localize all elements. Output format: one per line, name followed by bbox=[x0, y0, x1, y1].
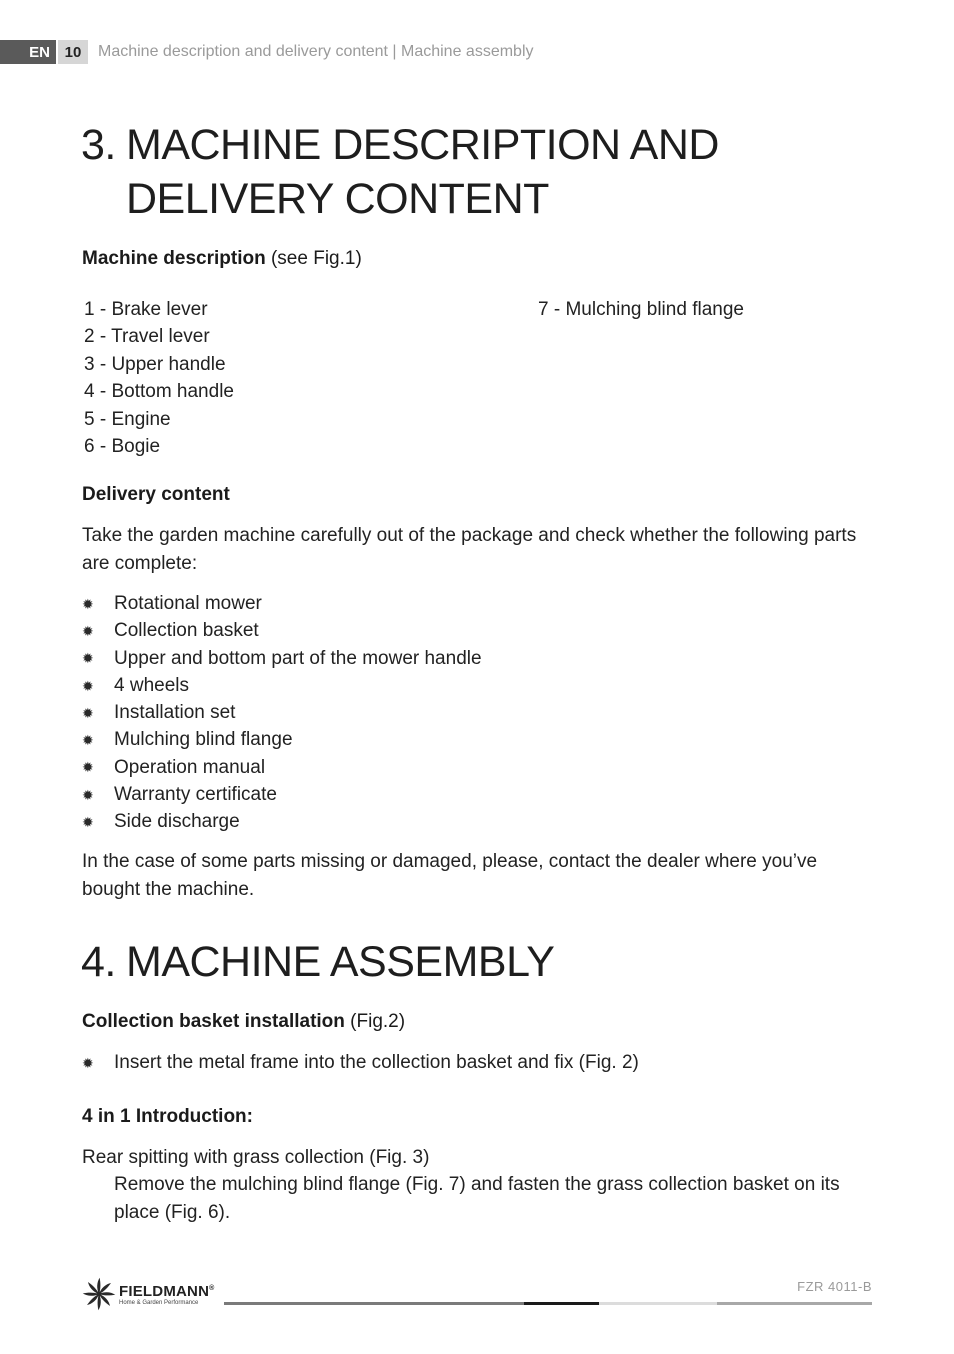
part-item: 4 - Bottom handle bbox=[84, 381, 234, 403]
fieldmann-swirl-logo-icon bbox=[82, 1277, 116, 1311]
machine-description-heading bbox=[82, 248, 362, 270]
gear-bullet-icon: ✹ bbox=[82, 759, 94, 776]
list-item-text: Upper and bottom part of the mower handle bbox=[114, 647, 482, 669]
footer-rule-segment bbox=[524, 1302, 599, 1305]
running-title: Machine description and delivery content | Machine assembly bbox=[98, 43, 534, 60]
gear-bullet-icon: ✹ bbox=[82, 595, 94, 612]
gear-bullet-icon: ✹ bbox=[82, 786, 94, 803]
section-3-number: 3. bbox=[81, 121, 116, 169]
delivery-intro-paragraph: Take the garden machine carefully out of the package and check whether the following parts are complete: bbox=[82, 525, 857, 574]
brand-name: FIELDMANN® bbox=[119, 1283, 215, 1300]
list-item bbox=[82, 645, 482, 672]
parts-list-left bbox=[84, 296, 234, 460]
list-item bbox=[82, 808, 482, 835]
section-4-title: MACHINE ASSEMBLY bbox=[126, 938, 555, 986]
gear-bullet-icon: ✹ bbox=[82, 650, 94, 667]
part-item: 2 - Travel lever bbox=[84, 326, 210, 348]
list-item bbox=[82, 781, 482, 808]
delivery-outro-paragraph: In the case of some parts missing or damaged, please, contact the dealer where you’ve bought the machine. bbox=[82, 851, 818, 900]
collection-basket-label: Collection basket installation bbox=[82, 1011, 345, 1032]
gear-bullet-icon: ✹ bbox=[82, 1054, 94, 1071]
machine-description-note: (see Fig.1) bbox=[270, 248, 362, 269]
brand-logo bbox=[82, 1277, 214, 1311]
footer-rule-segment bbox=[224, 1302, 524, 1305]
list-item-text: Installation set bbox=[114, 702, 236, 724]
section-3-title-line2: DELIVERY CONTENT bbox=[126, 175, 549, 223]
basket-steps-list bbox=[82, 1049, 639, 1076]
brand-tagline: Home & Garden Performance bbox=[119, 1300, 199, 1306]
section-3-title-line1: MACHINE DESCRIPTION AND bbox=[126, 121, 719, 169]
list-item bbox=[82, 672, 482, 699]
list-item-text: 4 wheels bbox=[114, 674, 189, 696]
parts-list-right bbox=[538, 296, 744, 323]
collection-basket-heading bbox=[82, 1011, 405, 1033]
section-3-heading bbox=[81, 118, 719, 226]
list-item bbox=[82, 754, 482, 781]
list-item-text: Side discharge bbox=[114, 811, 240, 833]
list-item-text: Mulching blind flange bbox=[114, 729, 293, 751]
gear-bullet-icon: ✹ bbox=[82, 622, 94, 639]
list-item-text: Insert the metal frame into the collection basket and fix (Fig. 2) bbox=[114, 1052, 639, 1073]
list-item-text: Collection basket bbox=[114, 620, 259, 642]
part-item: 6 - Bogie bbox=[84, 436, 161, 458]
part-item: 7 - Mulching blind flange bbox=[538, 299, 744, 320]
gear-bullet-icon: ✹ bbox=[82, 814, 94, 831]
footer-rule-segment bbox=[717, 1302, 872, 1305]
section-4-number: 4. bbox=[81, 938, 116, 986]
gear-bullet-icon: ✹ bbox=[82, 732, 94, 749]
gear-bullet-icon: ✹ bbox=[82, 704, 94, 721]
part-item: 1 - Brake lever bbox=[84, 299, 208, 320]
section-4-heading bbox=[81, 935, 555, 989]
collection-basket-note: (Fig.2) bbox=[350, 1011, 406, 1032]
gear-bullet-icon: ✹ bbox=[82, 677, 94, 694]
part-item: 3 - Upper handle bbox=[84, 353, 226, 375]
language-badge: EN bbox=[0, 40, 56, 64]
delivery-items-list bbox=[82, 590, 482, 836]
page-number: 10 bbox=[58, 40, 88, 64]
footer-rule-segment bbox=[599, 1302, 717, 1305]
list-item-text: Rotational mower bbox=[114, 593, 262, 614]
model-number: FZR 4011-B bbox=[797, 1279, 872, 1294]
list-item bbox=[82, 590, 482, 617]
list-item-text: Warranty certificate bbox=[114, 784, 277, 806]
intro-heading: 4 in 1 Introduction: bbox=[82, 1106, 253, 1127]
rear-spitting-line: Rear spitting with grass collection (Fig. 3) bbox=[82, 1147, 430, 1168]
list-item bbox=[82, 699, 482, 726]
list-item bbox=[82, 726, 482, 753]
rear-spitting-detail: Remove the mulching blind flange (Fig. 7) and fasten the grass collection basket on its place (Fig. 6). bbox=[114, 1174, 840, 1223]
list-item bbox=[82, 1049, 639, 1076]
part-item: 5 - Engine bbox=[84, 408, 171, 430]
machine-description-label: Machine description bbox=[82, 248, 266, 269]
list-item-text: Operation manual bbox=[114, 756, 266, 778]
list-item bbox=[82, 617, 482, 644]
delivery-content-heading: Delivery content bbox=[82, 484, 230, 505]
page-header bbox=[0, 40, 534, 64]
